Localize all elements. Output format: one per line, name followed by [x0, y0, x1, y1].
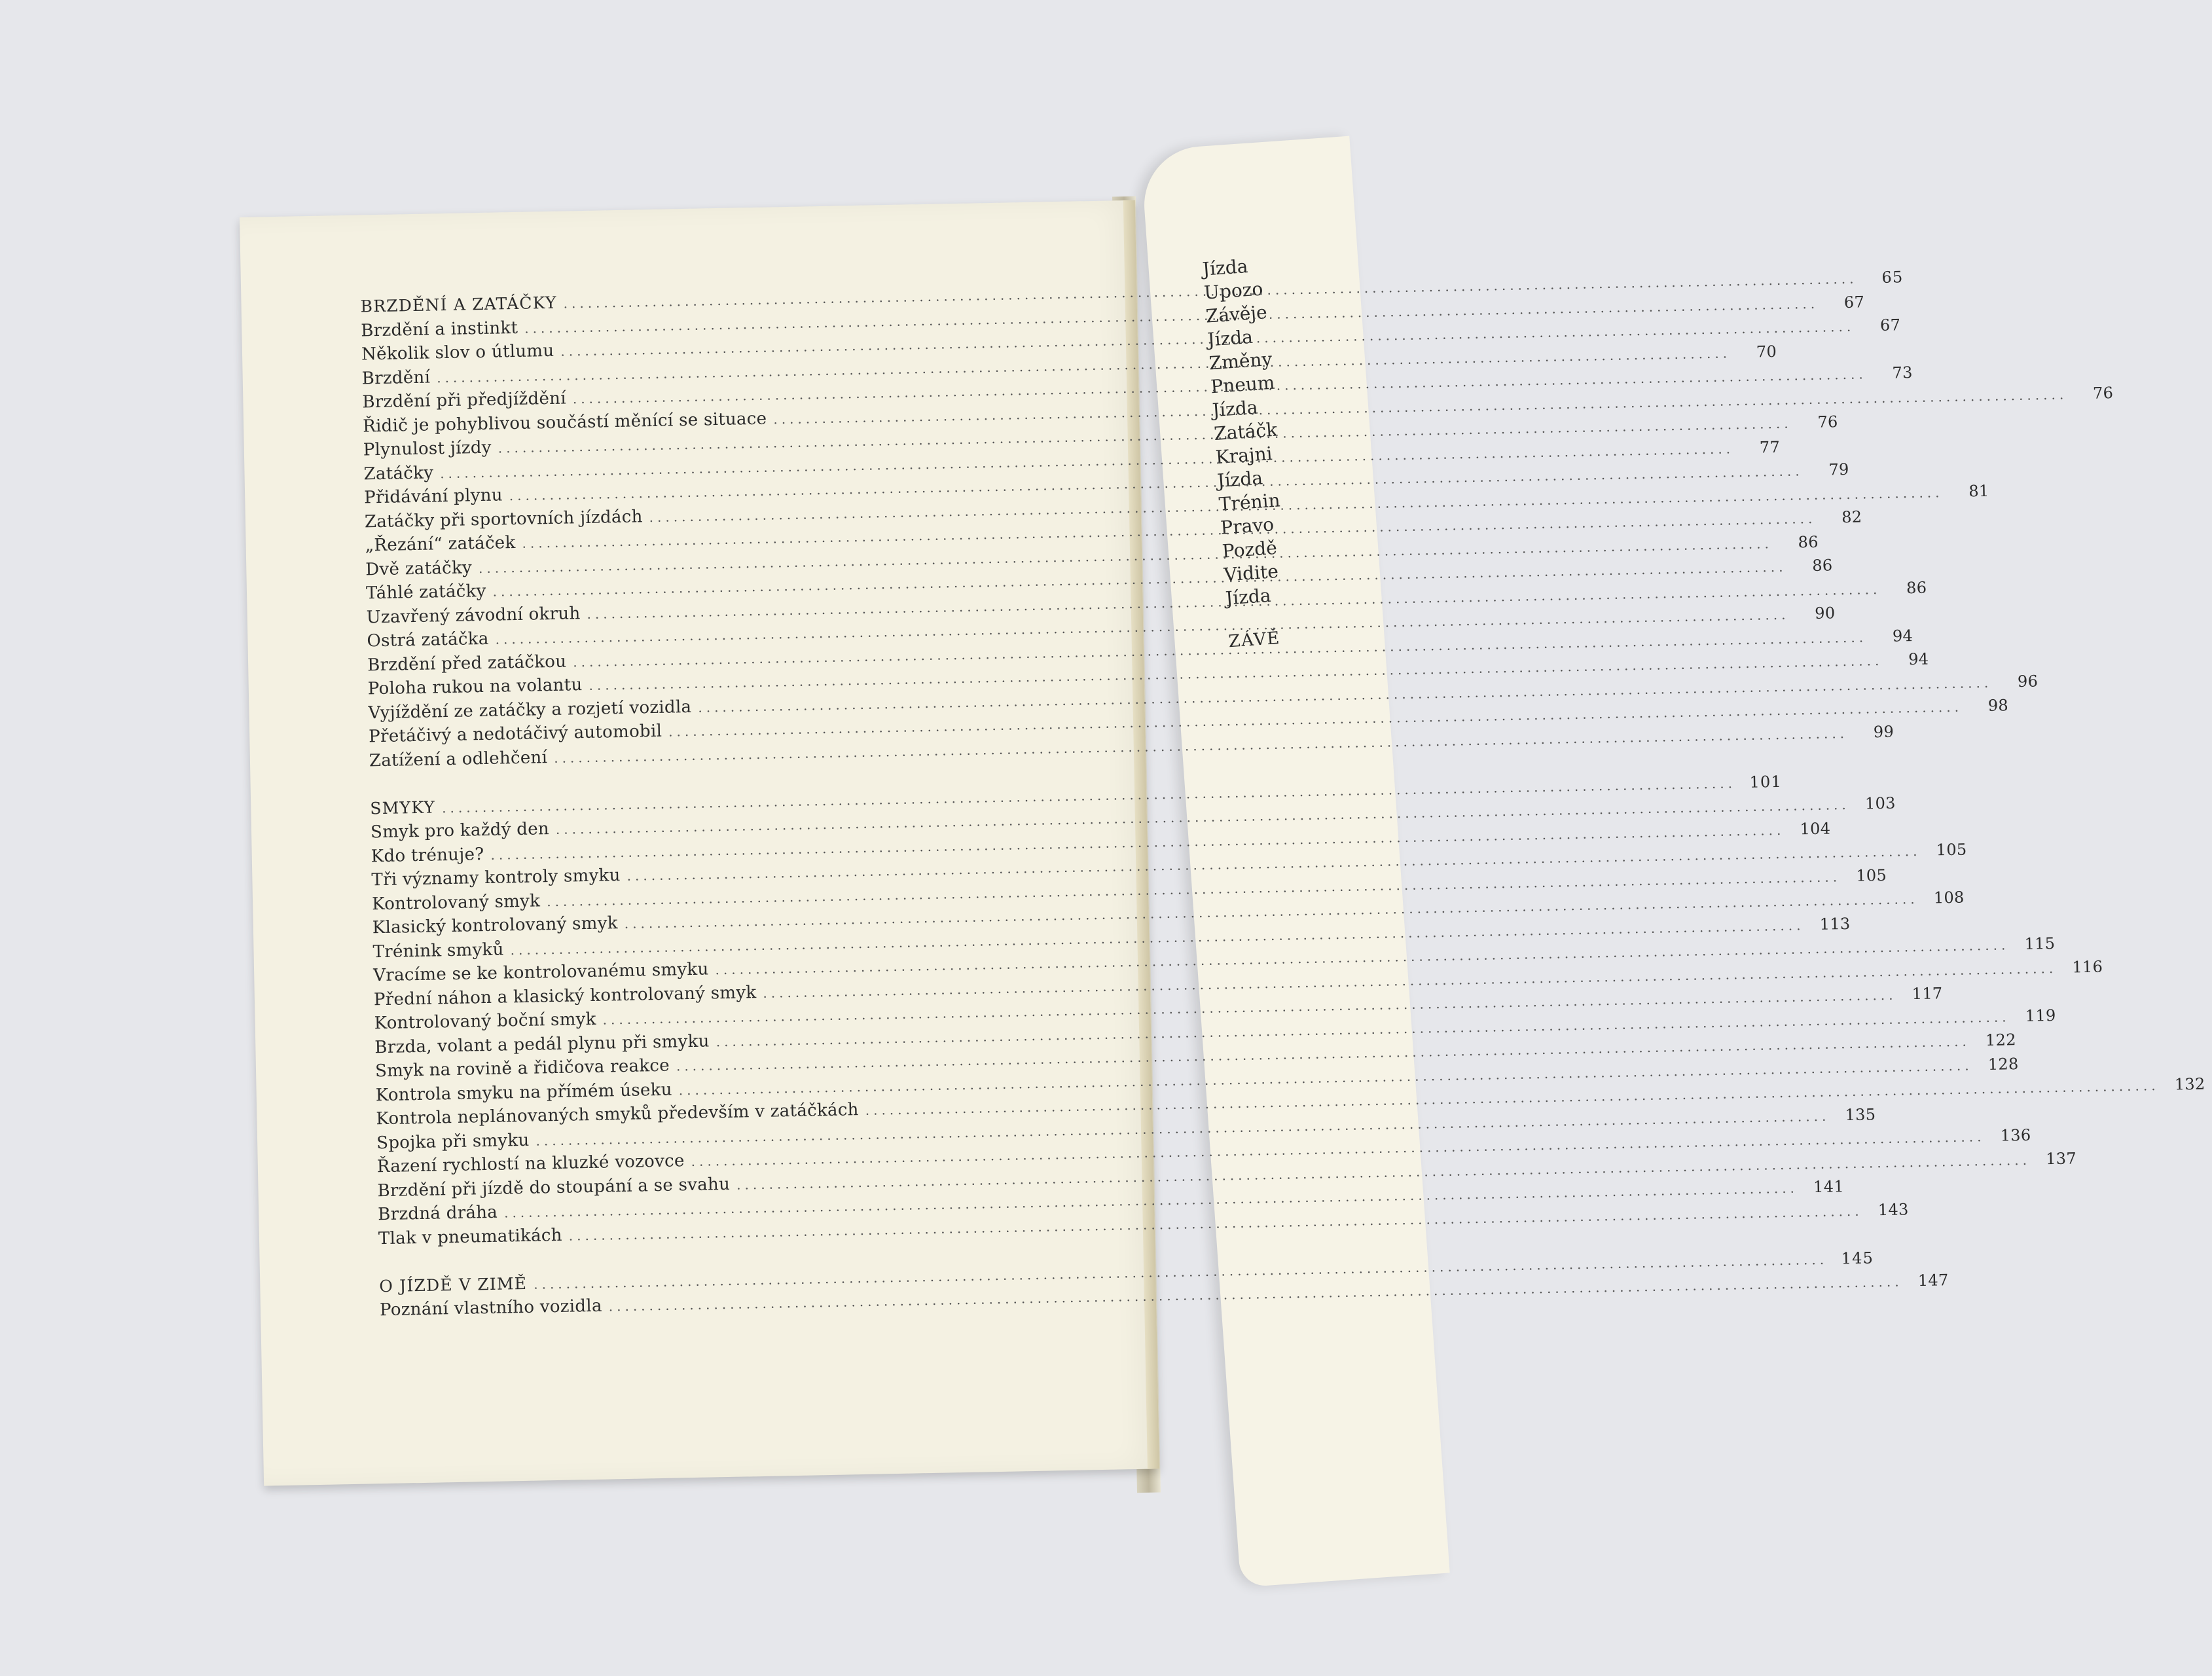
- toc-entry-title: „Řezání“ zatáček: [365, 533, 516, 556]
- toc-page-number: 76: [1817, 412, 1838, 431]
- next-page-entry: Závěje: [1205, 301, 1268, 327]
- toc-page-number: 86: [1798, 532, 1819, 551]
- toc-entry-title: Zatáčky: [363, 462, 434, 484]
- toc-page-number: 67: [1843, 292, 1865, 312]
- next-page-entry: Jízda: [1206, 325, 1254, 351]
- toc-entry-title: Řidič je pohyblivou součástí měnící se situace: [362, 409, 767, 436]
- toc-entry-title: Spojka při smyku: [376, 1130, 530, 1153]
- toc-entry-title: Táhlé zatáčky: [365, 581, 486, 604]
- toc-page-number: 145: [1841, 1248, 1874, 1267]
- toc-entry-title: Tlak v pneumatikách: [378, 1225, 563, 1248]
- toc-page-number: 103: [1864, 793, 1896, 813]
- next-page-entry: Vidite: [1223, 560, 1279, 586]
- toc-page-number: 94: [1892, 626, 1913, 646]
- toc-page-number: 90: [1815, 604, 1836, 623]
- next-page-entry: Změny: [1208, 348, 1273, 374]
- next-page-entry: Pneum: [1210, 371, 1276, 398]
- toc-entry-title: Uzavřený závodní okruh: [366, 603, 581, 627]
- toc-page-number: 94: [1908, 649, 1929, 669]
- toc-page-number: 77: [1759, 437, 1781, 456]
- next-page-entry: Upozo: [1203, 278, 1264, 304]
- toc-page-number: 122: [1985, 1030, 2017, 1050]
- toc-entry-title: Zatížení a odlehčení: [369, 747, 548, 771]
- toc-entry-title: Kontrola smyku na přímém úseku: [375, 1080, 673, 1105]
- toc-entry-title: Brzdění při předjíždění: [362, 388, 567, 412]
- toc-page-number: 70: [1756, 342, 1777, 361]
- toc-entry-title: Vyjíždění ze zatáčky a rozjetí vozidla: [368, 697, 692, 723]
- next-page-entry: Pozdě: [1221, 536, 1278, 562]
- toc-page-number: 76: [2092, 383, 2114, 403]
- toc-page-number: 65: [1881, 268, 1904, 287]
- toc-page-number: 86: [1906, 578, 1927, 597]
- next-page-entry: Zatáčk: [1213, 418, 1278, 445]
- toc-entry-title: Poloha rukou na volantu: [367, 675, 583, 699]
- toc-page-number: 117: [1912, 984, 1943, 1004]
- toc-entry-title: Dvě zatáčky: [365, 557, 473, 579]
- toc-page-number: 67: [1879, 316, 1901, 335]
- toc-page-number: 86: [1812, 556, 1833, 575]
- next-page-entry: Jízda: [1216, 467, 1264, 492]
- toc-entry-title: O JÍZDĚ V ZIMĚ: [379, 1273, 528, 1296]
- toc-entry-title: Smyk na rovině a řidičova reakce: [374, 1055, 670, 1082]
- toc-entry-title: Přetáčivý a nedotáčivý automobil: [368, 721, 662, 747]
- toc-page-number: 137: [2045, 1148, 2077, 1168]
- toc-entry-title: Brzdění a instinkt: [361, 318, 518, 340]
- toc-entry-title: Plynulost jízdy: [363, 437, 492, 460]
- toc-entry-title: Brzdění před zatáčkou: [367, 651, 567, 675]
- next-page-entry: Pravo: [1220, 513, 1275, 539]
- next-page-entry: Krajni: [1214, 443, 1273, 469]
- toc-entry-title: Kontrolovaný smyk: [371, 890, 541, 914]
- next-page-entry: Trénin: [1218, 489, 1281, 515]
- toc-entry-title: Brzdná dráha: [377, 1202, 498, 1225]
- toc-page-number: 105: [1936, 840, 1967, 860]
- toc-page-number: 98: [1987, 696, 2009, 715]
- toc-page-number: 128: [1987, 1054, 2019, 1074]
- toc-entry-title: Ostrá zatáčka: [367, 628, 489, 651]
- toc-entry-title: Zatáčky při sportovních jízdách: [364, 506, 643, 532]
- toc-entry-title: Řazení rychlostí na kluzké vozovce: [376, 1151, 685, 1177]
- next-page-entry: Jízda: [1201, 255, 1249, 280]
- toc-page-number: 104: [1800, 819, 1831, 838]
- toc-page-number: 135: [1845, 1104, 1876, 1124]
- toc-page-number: 116: [2072, 957, 2103, 976]
- toc-entry-title: Několik slov o útlumu: [361, 340, 554, 365]
- toc-page-number: 99: [1873, 722, 1895, 741]
- toc-entry-title: Přidávání plynu: [363, 485, 503, 508]
- toc-page-number: 119: [2025, 1006, 2056, 1025]
- toc-page-number: 105: [1856, 865, 1887, 885]
- toc-entry-title: Přední náhon a klasický kontrolovaný smyk: [373, 982, 757, 1010]
- toc-page-number: 143: [1877, 1199, 1909, 1219]
- toc-section: [370, 772, 2205, 1250]
- toc-entry-title: Vracíme se ke kontrolovanému smyku: [372, 959, 709, 986]
- toc-page-number: 108: [1933, 888, 1965, 907]
- toc-page-number: 113: [1819, 914, 1851, 934]
- toc-page-number: 141: [1813, 1177, 1845, 1197]
- toc-entry-title: Brzdění při jízdě do stoupání a se svahu: [377, 1174, 731, 1201]
- toc-entry-title: Kdo trénuje?: [371, 844, 484, 866]
- toc-entry-title: Trénink smyků: [372, 939, 504, 962]
- toc-entry-title: SMYKY: [370, 797, 436, 818]
- toc-page-number: 82: [1841, 507, 1862, 527]
- toc-entry-title: Smyk pro každý den: [370, 819, 550, 843]
- toc-page-number: 132: [2174, 1074, 2205, 1094]
- toc-page-number: 96: [2017, 671, 2039, 691]
- toc-page-number: 79: [1828, 460, 1849, 479]
- toc-entry-title: Brzdění: [361, 367, 431, 388]
- toc-entry-title: Kontrolovaný boční smyk: [374, 1009, 596, 1034]
- toc-entry-title: Poznání vlastního vozidla: [379, 1296, 603, 1321]
- next-page-entry: Jízda: [1211, 396, 1259, 422]
- toc-entry-title: Tři významy kontroly smyku: [371, 865, 621, 890]
- toc-entry-title: Klasický kontrolovaný smyk: [372, 913, 619, 938]
- toc-page-number: 147: [1917, 1271, 1949, 1290]
- toc-page-number: 73: [1892, 363, 1913, 382]
- toc-page-number: 81: [1968, 481, 1989, 500]
- toc-section: [379, 1248, 1949, 1322]
- toc-page-number: 101: [1749, 772, 1783, 792]
- toc-page-number: 136: [2000, 1125, 2031, 1145]
- next-page-heading: ZÁVĚ: [1227, 628, 1281, 652]
- next-page-entry: Jízda: [1224, 584, 1272, 610]
- toc-entry-title: Kontrola neplánovaných smyků především v zatáčkách: [376, 1100, 859, 1129]
- toc-page-number: 115: [2024, 934, 2056, 953]
- toc-entry-title: BRZDĚNÍ A ZATÁČKY: [360, 293, 557, 316]
- toc-entry-title: Brzda, volant a pedál plynu při smyku: [374, 1030, 710, 1057]
